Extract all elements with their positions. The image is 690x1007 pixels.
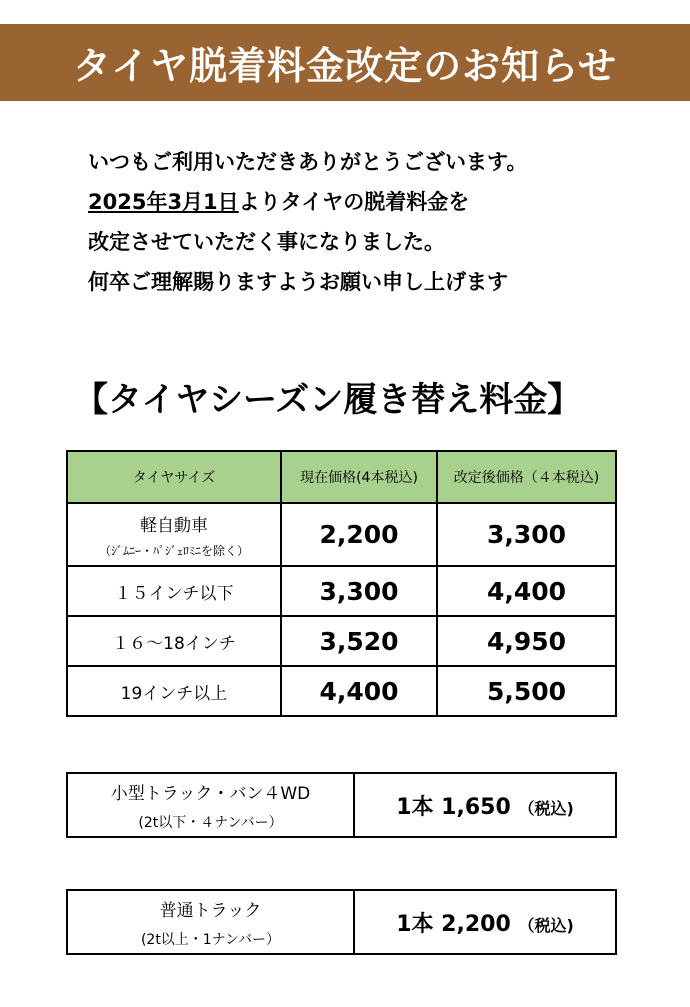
regular-truck-table [66,889,617,955]
tire-size-label: １６～18インチ [67,616,281,666]
current-price: 3,300 [281,566,437,616]
tire-size-note: （ｼﾞﾑﾆｰ・ﾊﾟｼﾞｪﾛﾐﾆを除く） [98,543,249,558]
regular-truck-price: 1本 2,200 [396,911,511,937]
current-price: 4,400 [281,666,437,716]
table-row [67,566,616,616]
intro-line-3: 改定させていただく事になりました。 [88,230,445,254]
intro-line-2-rest: よりタイヤの脱着料金を [238,190,470,214]
page-title-banner [0,24,690,101]
small-truck-tax: （税込) [518,798,574,818]
regular-truck-tax: （税込) [518,915,574,935]
regular-truck-note: (2t以上・1ナンバー） [140,931,281,948]
small-truck-note: (2t以下・４ナンバー） [138,814,283,831]
table-row [67,666,616,716]
page-title: タイヤ脱着料金改定のお知らせ [72,44,618,88]
tire-size-cell [67,503,281,566]
small-truck-price-cell [354,773,616,837]
regular-truck-label-cell [67,890,354,954]
small-truck-table [66,772,617,838]
price-table [66,450,617,717]
tire-size-label: １５インチ以下 [67,566,281,616]
header-new-price: 改定後価格（４本税込) [437,451,616,503]
small-truck-label-cell [67,773,354,837]
small-truck-label: 小型トラック・バン４WD [110,783,311,804]
current-price: 3,520 [281,616,437,666]
regular-truck-label: 普通トラック [159,900,262,921]
new-price: 5,500 [437,666,616,716]
small-truck-price: 1本 1,650 [396,794,511,820]
price-table-header [67,451,616,503]
tire-size-label: 軽自動車 [140,515,208,536]
section-title: 【タイヤシーズン履き替え料金】 [74,380,582,420]
header-tire-size: タイヤサイズ [67,451,281,503]
intro-line-4: 何卒ご理解賜りますようお願い申し上げます [88,270,508,294]
current-price: 2,200 [281,503,437,566]
intro-line-2 [88,182,668,222]
intro-line-1: いつもご利用いただきありがとうございます。 [88,150,528,174]
intro-text [88,142,668,302]
header-current-price: 現在価格(4本税込) [281,451,437,503]
new-price: 4,400 [437,566,616,616]
new-price: 3,300 [437,503,616,566]
effective-date: 2025年3月1日 [88,190,239,214]
table-row [67,503,616,566]
table-row [67,773,616,837]
new-price: 4,950 [437,616,616,666]
table-row [67,890,616,954]
tire-size-label: 19インチ以上 [67,666,281,716]
regular-truck-price-cell [354,890,616,954]
table-row [67,616,616,666]
